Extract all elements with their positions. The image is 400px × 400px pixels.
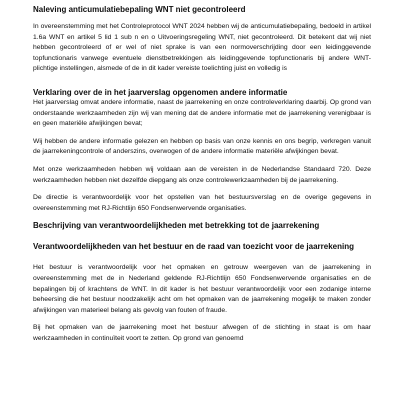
- section-heading-andere-informatie: Verklaring over de in het jaarverslag opgenomen andere informatie: [33, 87, 288, 97]
- paragraph-wnt-anticumulatie: In overeenstemming met het Controleprotocol WNT 2024 hebben wij de anticumulatiebepaling, bedoeld in artikel 1.6a WNT en artikel 5 lid 1 sub n en o Uitvoeringsregeling WNT, niet gecontroleerd. Dit betekent dat wij niet hebben gecontroleerd of er wel of niet sprake is van een normoverschrijding door een leidinggevende topfunctionaris vanwege eventuele dienstbetrekkingen als leidinggevende topfunctionaris bij andere WNT-plichtige instellingen, alsmede of de in dit kader vereiste toelichting juist en volledig is: [33, 23, 371, 73]
- paragraph-jaarverslag: Het jaarverslag omvat andere informatie, naast de jaarrekening en onze controleverklaring daarbij. Op grond van onderstaande werkzaamheden zijn wij van mening dat de andere informatie met de jaarrekening verenigbaar is en geen materiële afwijkingen bevat;: [33, 98, 371, 128]
- section-heading-bestuur-raad-van-toezicht: Verantwoordelijkheden van het bestuur en de raad van toezicht voor de jaarrekening: [33, 242, 354, 252]
- paragraph-standaard-720: Met onze werkzaamheden hebben wij voldaan aan de vereisten in de Nederlandse Standaard 720. Deze werkzaamheden hebben niet dezelfde diepgang als onze controlewerkzaamheden bij de jaarrekening.: [33, 165, 371, 184]
- section-heading-wnt: Naleving anticumulatiebepaling WNT niet gecontroleerd: [33, 5, 246, 14]
- paragraph-directie-verantwoordelijk: De directie is verantwoordelijk voor het opstellen van het bestuursverslag en de overige gegevens in overeenstemming met RJ-Richtlijn 650 Fondsenwervende organisaties.: [33, 194, 371, 212]
- paragraph-bestuur-verantwoordelijk: Het bestuur is verantwoordelijk voor het opmaken en getrouw weergeven van de jaarrekening in overeenstemming met de in Nederland geldende RJ-Richtlijn 650 Fondsenwervende organisaties en de bepalingen bij of krachtens de WNT. In dit kader is het bestuur verantwoordelijk voor een zodanige interne beheersing die het bestuur noodzakelijk acht om het opmaken van de jaarrekening mogelijk te maken zonder afwijkingen van materieel belang als gevolg van fouten of fraude.: [33, 264, 371, 314]
- section-heading-verantwoordelijkheden: Beschrijving van verantwoordelijkheden met betrekking tot de jaarrekening: [33, 221, 320, 231]
- paragraph-andere-informatie-gelezen: Wij hebben de andere informatie gelezen en hebben op basis van onze kennis en ons begrip, verkregen vanuit de jaarrekeningcontrole of anderszins, overwogen of de andere informatie materiële afwijkingen bevat.: [33, 137, 371, 156]
- paragraph-continuiteit: Bij het opmaken van de jaarrekening moet het bestuur afwegen of de stichting in staat is om haar werkzaamheden in continuïteit voort te zetten. Op grond van genoemd: [33, 324, 371, 342]
